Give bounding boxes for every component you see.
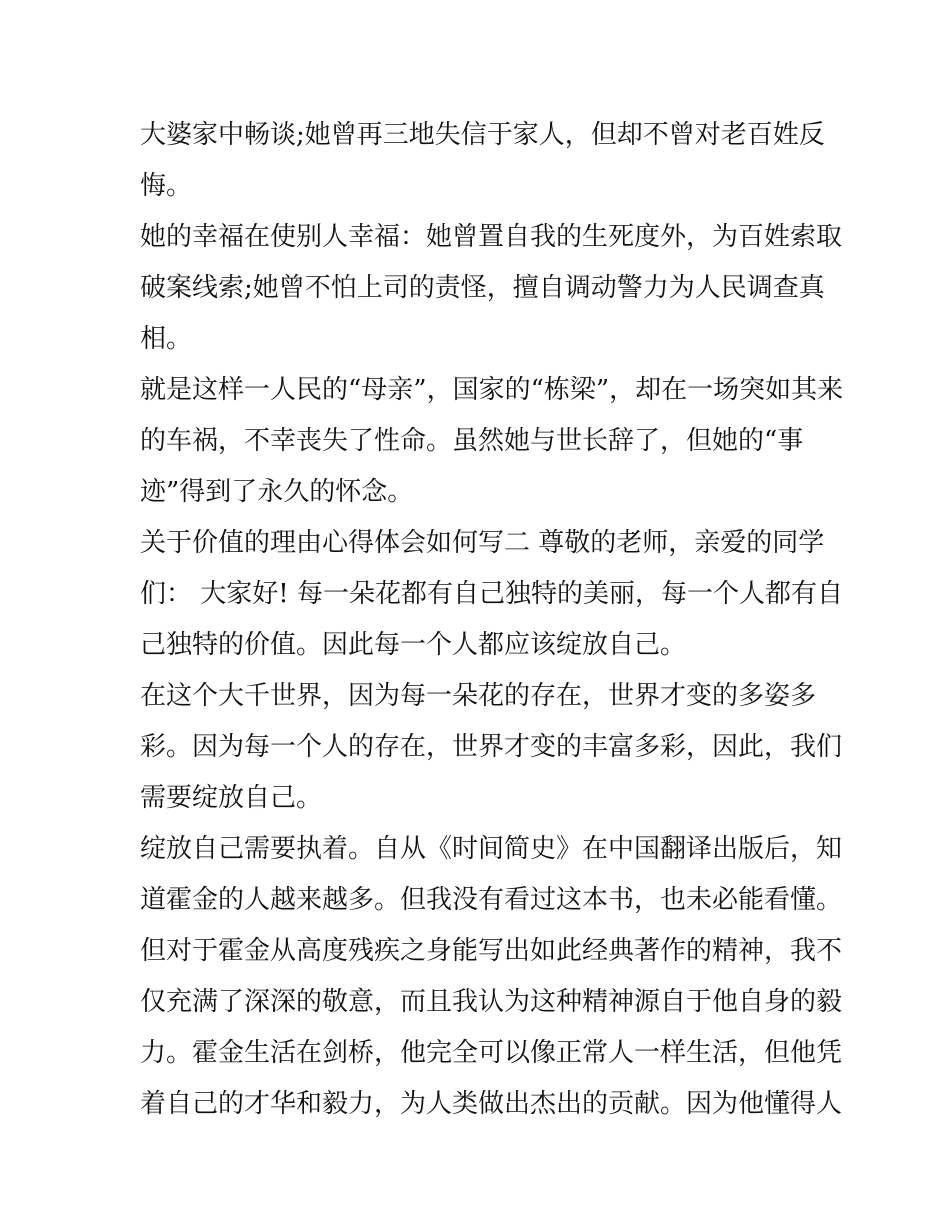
paragraph xyxy=(140,824,843,1130)
text-line: 关于价值的理由心得体会如何写二 尊敬的老师，亲爱的同学 xyxy=(140,528,825,558)
text-line: 在这个大千世界，因为每一朵花的存在，世界才变的多姿多 xyxy=(140,681,817,711)
text-line: 但对于霍金从高度残疾之身能写出如此经典著作的精神，我不 xyxy=(140,936,843,966)
text-line: 们： 大家好! 每一朵花都有自己独特的美丽，每一个人都有自 xyxy=(140,579,843,609)
paragraph xyxy=(140,671,843,824)
text-line: 力。霍金生活在剑桥，他完全可以像正常人一样生活，但他凭 xyxy=(140,1038,843,1068)
text-line: 着自己的才华和毅力，为人类做出杰出的贡献。因为他懂得人 xyxy=(140,1089,843,1119)
paragraph xyxy=(140,212,843,365)
paragraph xyxy=(140,518,843,671)
text-line: 彩。因为每一个人的存在，世界才变的丰富多彩，因此，我们 xyxy=(140,732,843,762)
text-line: 她的幸福在使别人幸福：她曾置自我的生死度外，为百姓索取 xyxy=(140,222,843,252)
text-line: 绽放自己需要执着。自从《时间简史》在中国翻译出版后，知 xyxy=(140,834,843,864)
paragraph xyxy=(140,365,844,518)
paragraph xyxy=(140,110,825,212)
text-line: 就是这样一人民的“母亲”，国家的“栋梁”，却在一场突如其来 xyxy=(140,375,844,405)
text-line: 破案线索;她曾不怕上司的责怪，擅自调动警力为人民调查真 xyxy=(140,273,825,303)
text-line: 仅充满了深深的敬意，而且我认为这种精神源自于他自身的毅 xyxy=(140,987,843,1017)
text-line: 的车祸，不幸丧失了性命。虽然她与世长辞了，但她的“事 xyxy=(140,426,804,456)
text-line: 迹”得到了永久的怀念。 xyxy=(140,477,414,507)
text-line: 道霍金的人越来越多。但我没有看过这本书，也未必能看懂。 xyxy=(140,885,843,915)
text-line: 大婆家中畅谈;她曾再三地失信于家人，但却不曾对老百姓反 xyxy=(140,120,825,150)
text-line: 相。 xyxy=(140,324,193,354)
text-line: 悔。 xyxy=(140,171,193,201)
text-line: 己独特的价值。因此每一个人都应该绽放自己。 xyxy=(140,630,687,660)
document-body xyxy=(140,110,844,1130)
text-line: 需要绽放自己。 xyxy=(140,783,323,813)
